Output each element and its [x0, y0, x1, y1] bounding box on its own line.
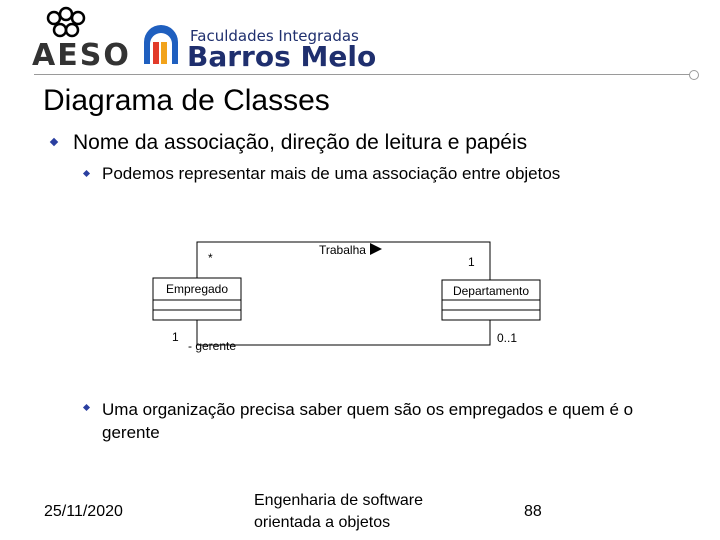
bullet-diamond-icon: [83, 170, 90, 177]
bullet-diamond-icon: [83, 404, 90, 411]
bullet-level2: Uma organização precisa saber quem são os empregados e quem é o gerente: [102, 400, 634, 442]
aeso-logo-mark: [40, 6, 100, 42]
header-rule: [34, 74, 690, 75]
class-empregado-name: Empregado: [165, 282, 229, 296]
class-departamento: [442, 280, 540, 320]
header-rule-endcap: [689, 70, 699, 80]
footer-course-line1: Engenharia de software: [254, 492, 423, 509]
multiplicity-bottom-left: 1: [172, 330, 179, 344]
footer-course: [254, 490, 423, 534]
association-line-gerente: [197, 320, 490, 345]
reading-direction-arrow-icon: [370, 243, 382, 255]
multiplicity-bottom-right: 0..1: [497, 331, 518, 345]
barros-melo-logo-mark: [140, 24, 182, 66]
class-departamento-name: Departamento: [452, 284, 530, 298]
barros-melo-subtitle: Faculdades Integradas: [190, 27, 359, 45]
class-empregado: [153, 278, 241, 320]
footer-course-line2: orientada a objetos: [254, 514, 391, 531]
role-gerente: - gerente: [188, 339, 237, 353]
slide-title: Diagrama de Classes: [43, 84, 330, 117]
multiplicity-top-left: *: [208, 251, 213, 265]
page-number: 88: [524, 503, 542, 520]
bullet-level2: Podemos representar mais de uma associação entre objetos: [102, 164, 561, 183]
bullet-diamond-icon: [50, 138, 58, 146]
multiplicity-top-right: 1: [468, 255, 475, 269]
bullet-level1: Nome da associação, direção de leitura e papéis: [73, 131, 528, 154]
footer-date: 25/11/2020: [44, 503, 123, 520]
uml-class-diagram: [145, 230, 565, 360]
aeso-logo-text: AESO: [32, 38, 131, 73]
barros-melo-title: Barros Melo: [187, 40, 377, 73]
association-name: Trabalha: [319, 243, 366, 257]
